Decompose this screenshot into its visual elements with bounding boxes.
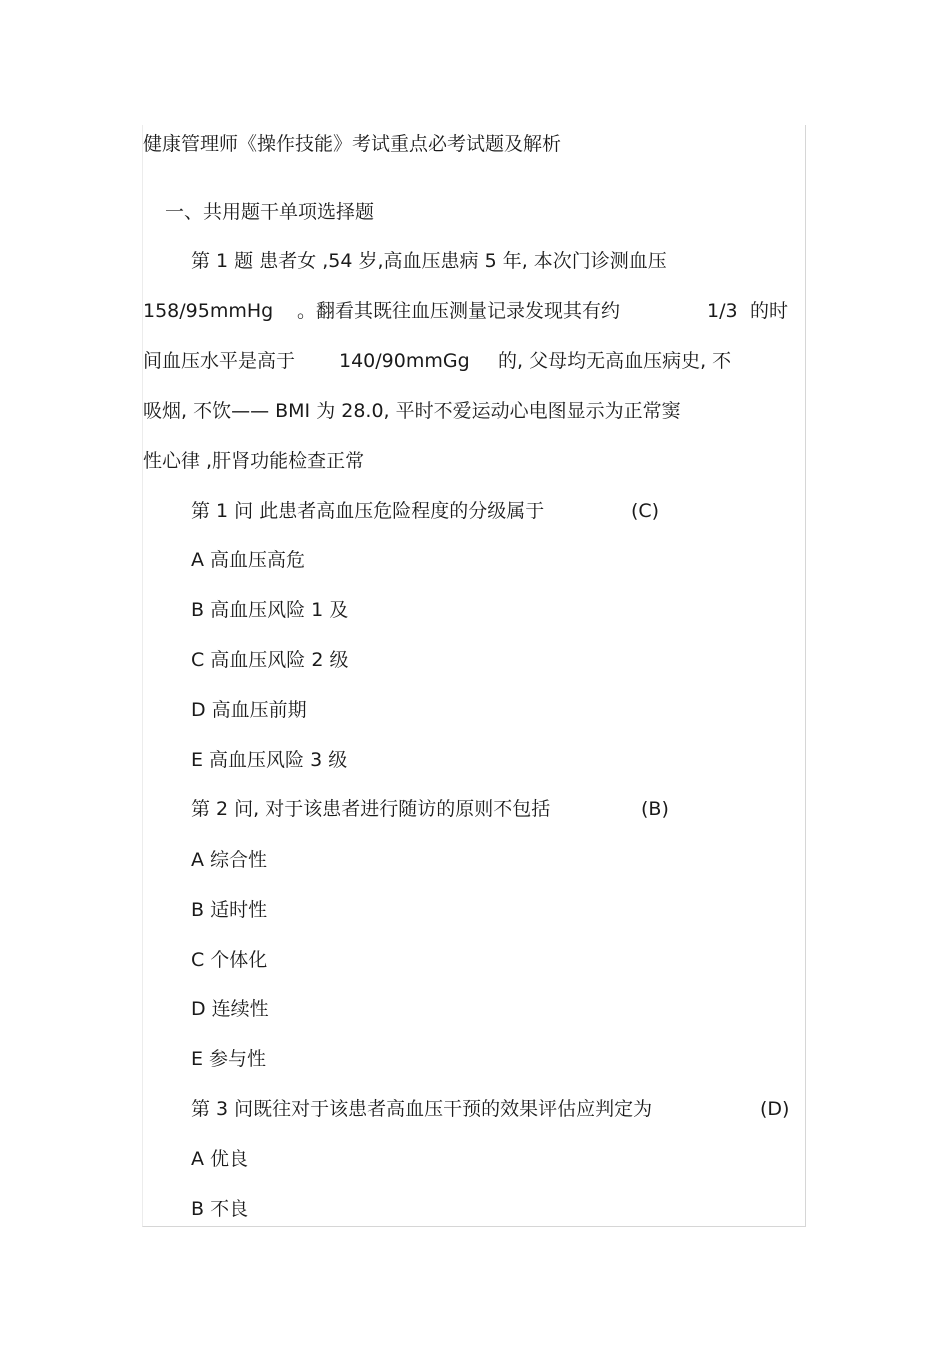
question-1-answer: (C) — [631, 500, 660, 522]
question-stem-blood-pressure: 158/95mmHg — [143, 300, 274, 322]
section-heading: 一、共用题干单项选择题 — [165, 201, 375, 223]
question-2-option-a: A 综合性 — [191, 849, 268, 871]
question-2-prompt: 第 2 问, 对于该患者进行随访的原则不包括 — [191, 798, 551, 820]
question-stem-fraction: 1/3 — [707, 300, 738, 322]
question-2-option-b: B 适时性 — [191, 899, 268, 921]
question-1-prompt: 第 1 问 此患者高血压危险程度的分级属于 — [191, 500, 545, 522]
question-2-option-e: E 参与性 — [191, 1048, 267, 1070]
question-3-option-b: B 不良 — [191, 1198, 249, 1220]
question-2-option-d: D 连续性 — [191, 998, 269, 1020]
question-stem-line-1: 第 1 题 患者女 ,54 岁,高血压患病 5 年, 本次门诊测血压 — [191, 250, 667, 272]
question-1-option-b: B 高血压风险 1 及 — [191, 599, 349, 621]
question-stem-line-3-end: 的, 父母均无高血压病史, 不 — [498, 350, 732, 372]
question-stem-line-2: 。翻看其既往血压测量记录发现其有约 — [297, 300, 621, 322]
question-1-option-a: A 高血压高危 — [191, 549, 306, 571]
question-stem-line-2-end: 的时 — [750, 300, 789, 322]
question-stem-line-5: 性心律 ,肝肾功能检查正常 — [143, 450, 365, 472]
question-stem-line-4: 吸烟, 不饮—— BMI 为 28.0, 平时不爱运动心电图显示为正常窦 — [143, 400, 681, 422]
question-1-option-d: D 高血压前期 — [191, 699, 307, 721]
document-title: 健康管理师《操作技能》考试重点必考试题及解析 — [143, 133, 562, 155]
question-3-option-a: A 优良 — [191, 1148, 249, 1170]
question-2-option-c: C 个体化 — [191, 949, 268, 971]
question-stem-line-3: 间血压水平是高于 — [143, 350, 296, 372]
question-1-option-c: C 高血压风险 2 级 — [191, 649, 349, 671]
question-3-prompt: 第 3 问既往对于该患者高血压干预的效果评估应判定为 — [191, 1098, 653, 1120]
question-3-answer: (D) — [760, 1098, 790, 1120]
question-2-answer: (B) — [641, 798, 669, 820]
question-1-option-e: E 高血压风险 3 级 — [191, 749, 348, 771]
question-stem-threshold: 140/90mmGg — [339, 350, 470, 372]
